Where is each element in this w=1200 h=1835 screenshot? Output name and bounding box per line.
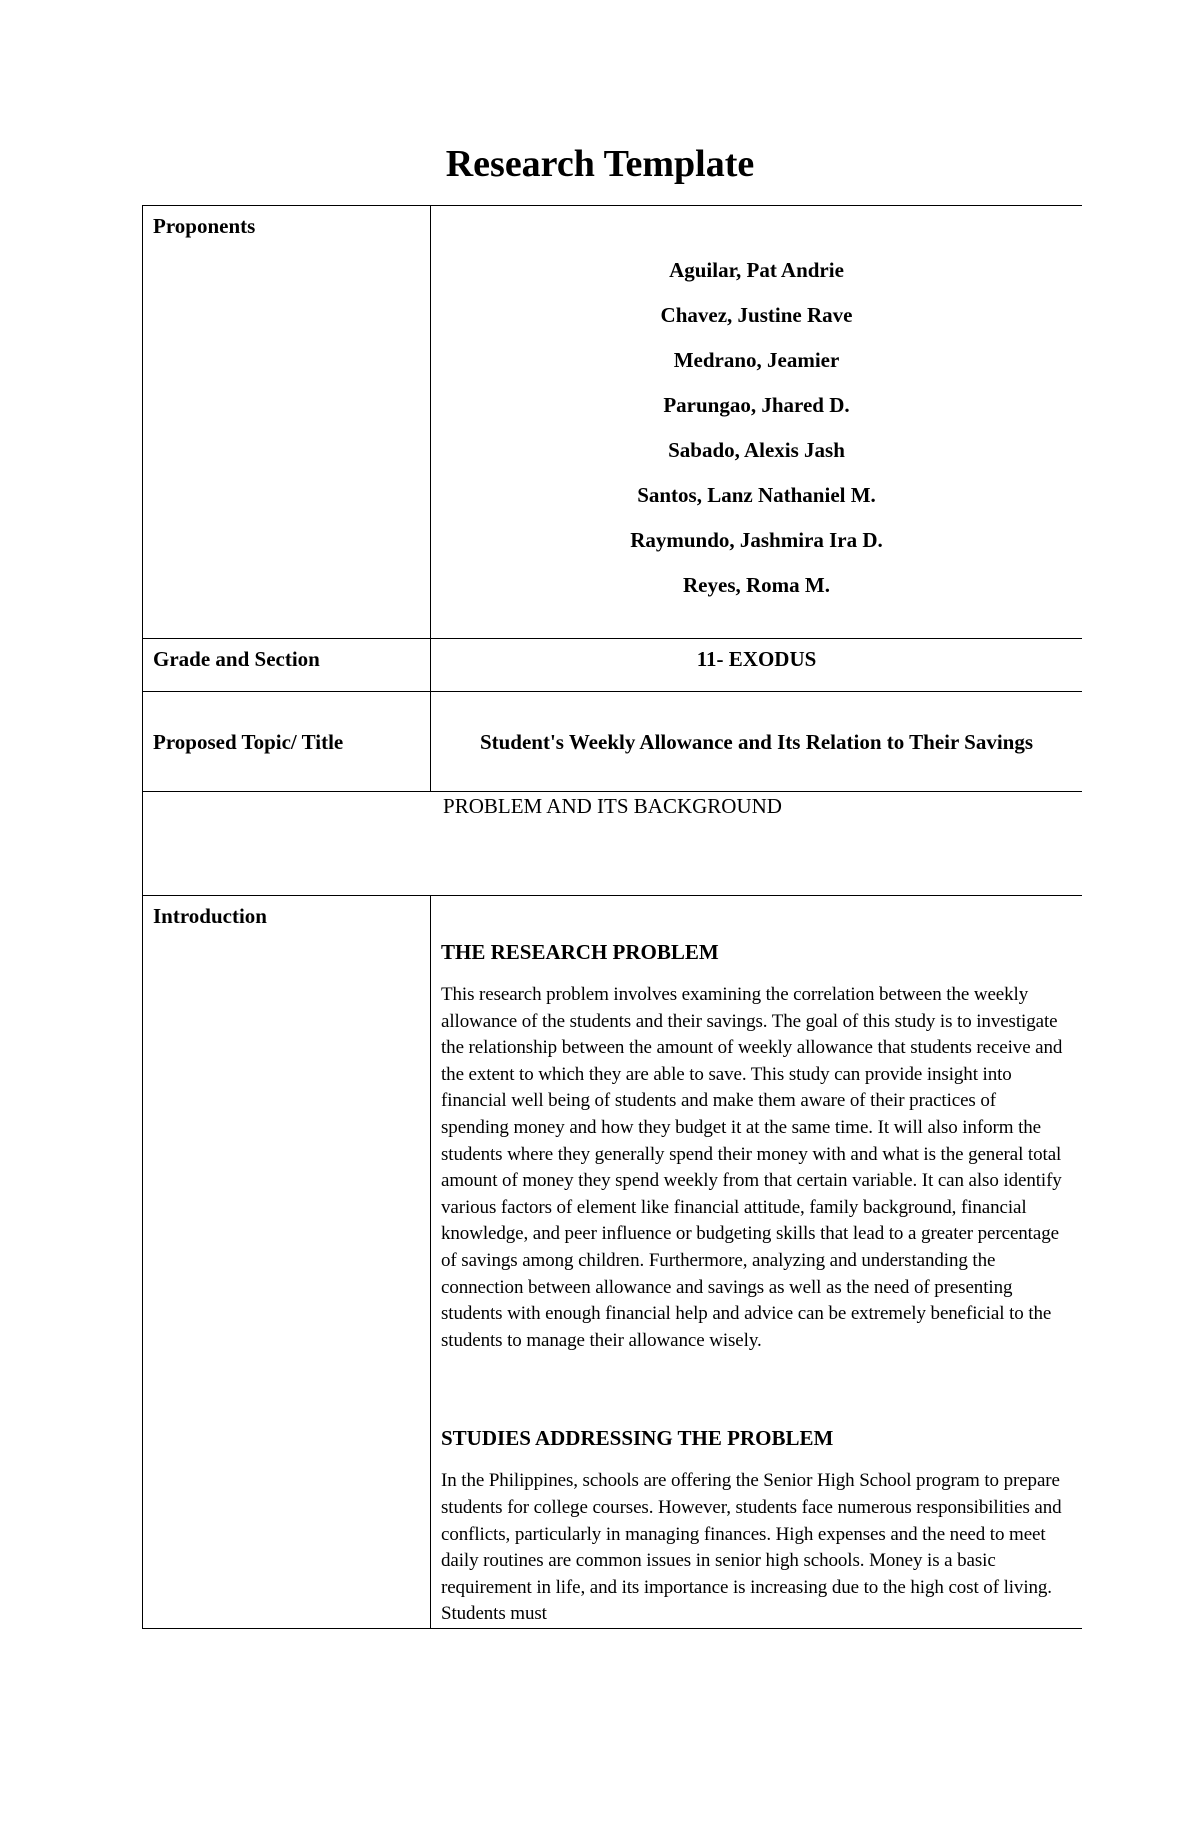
- section-spacer: [441, 1354, 1068, 1414]
- research-problem-text: This research problem involves examining the correlation between the weekly allowance of the students and their savings. The goal of this study is to investigate the relationship between the amount of weekly allowance that students receive and the extent to which they are able to save. This study can provide insight into financial well being of students and make them aware of their practices of spending money and how they budget it at the same time. It will also inform the students where they generally spend their money with and what is the general total amount of money they spend weekly from that certain variable. It can also identify various factors of element like financial attitude, family background, financial knowledge, and peer influence or budgeting skills that lead to a greater percentage of savings among children. Furthermore, analyzing and understanding the connection between allowance and savings as well as the need of presenting students with enough financial help and advice can be extremely beneficial to the students to manage their allowance wisely.: [441, 984, 1063, 1351]
- proponents-label: Proponents: [143, 206, 431, 639]
- proponent-name: Aguilar, Pat Andrie: [669, 258, 844, 282]
- introduction-content: [431, 896, 1083, 1629]
- proponent-name: Santos, Lanz Nathaniel M.: [637, 483, 876, 507]
- research-template-table-container: [142, 205, 1082, 1681]
- research-problem-heading: THE RESEARCH PROBLEM: [441, 940, 719, 964]
- grade-section-label: Grade and Section: [143, 639, 431, 692]
- introduction-row: [143, 896, 1083, 1629]
- proponent-name: Parungao, Jhared D.: [663, 393, 850, 417]
- proponents-list: [431, 206, 1083, 639]
- proponent-name: Chavez, Justine Rave: [660, 303, 853, 327]
- proponent-name: Medrano, Jeamier: [673, 348, 840, 372]
- introduction-label: Introduction: [143, 896, 431, 1629]
- topic-row: [143, 692, 1083, 792]
- section-header-row: [143, 792, 1083, 896]
- proponent-name: Reyes, Roma M.: [683, 573, 830, 597]
- section-header: PROBLEM AND ITS BACKGROUND: [143, 792, 1083, 896]
- research-template-table: [142, 205, 1082, 1629]
- studies-heading: STUDIES ADDRESSING THE PROBLEM: [441, 1426, 834, 1451]
- grade-section-value: 11- EXODUS: [431, 639, 1083, 692]
- page-title: Research Template: [445, 143, 755, 185]
- topic-value: Student's Weekly Allowance and Its Relation to Their Savings: [431, 692, 1083, 792]
- studies-text: In the Philippines, schools are offering the Senior High School program to prepare students for college courses. However, students face numerous responsibilities and conflicts, particularly in managing finances. High expenses and the need to meet daily routines are common issues in senior high schools. Money is a basic requirement in life, and its importance is increasing due to the high cost of living. Students must: [441, 1470, 1062, 1625]
- topic-label: Proposed Topic/ Title: [143, 692, 431, 792]
- proponent-name: Raymundo, Jashmira Ira D.: [630, 528, 883, 552]
- proponents-row: [143, 206, 1083, 639]
- grade-section-row: [143, 639, 1083, 692]
- proponent-name: Sabado, Alexis Jash: [668, 438, 845, 462]
